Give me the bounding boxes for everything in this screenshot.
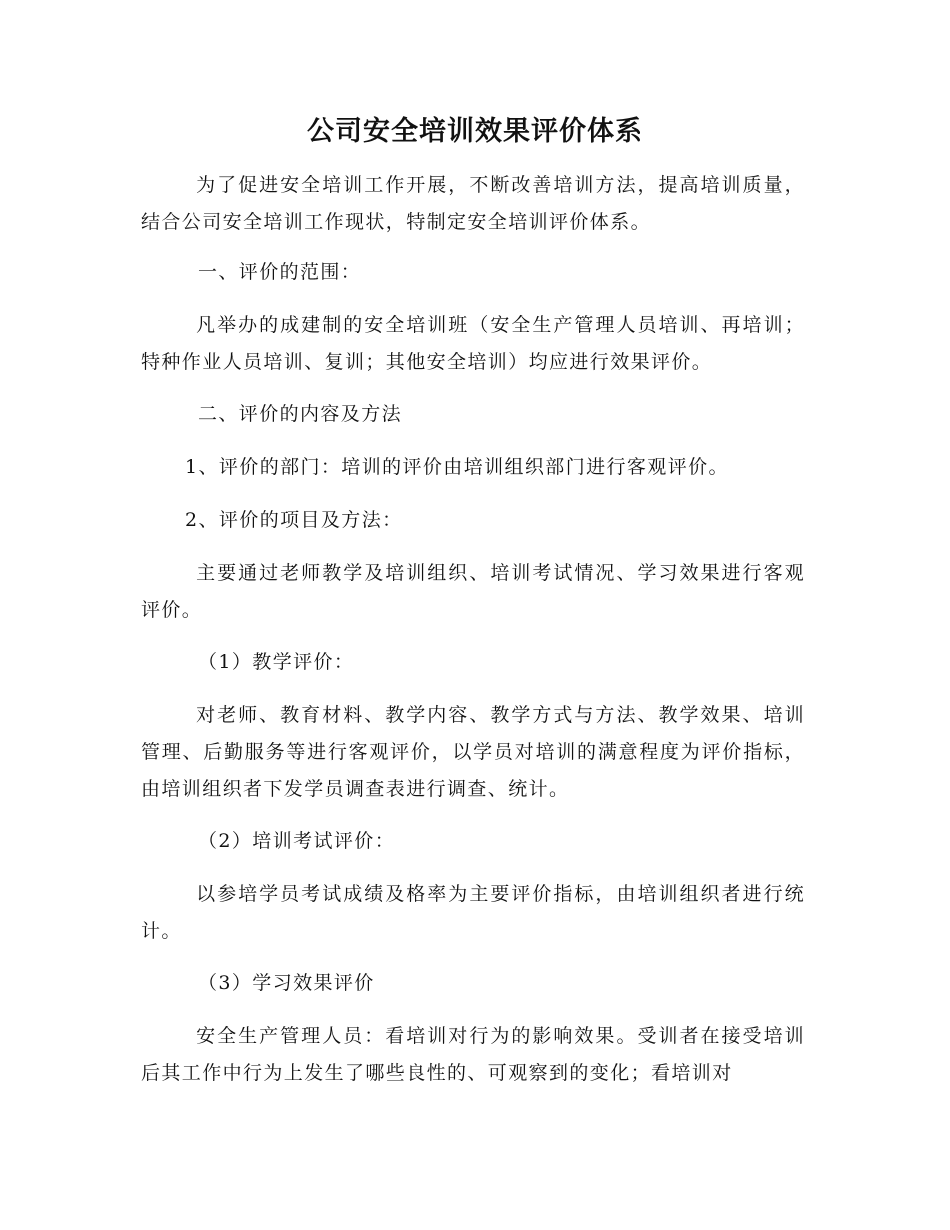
item-evaluation-projects: 2、评价的项目及方法： [185, 509, 403, 531]
learning-effect-paragraph: 安全生产管理人员：看培训对行为的影响效果。受训者在接受培训后其工作中行为上发生了哪些良性的、可观察到的变化；看培训对 [141, 1025, 805, 1084]
subheading-learning-effect: （3）学习效果评价 [198, 972, 375, 994]
subheading-teaching-evaluation: （1）教学评价： [198, 651, 355, 673]
exam-evaluation-paragraph: 以参培学员考试成绩及格率为主要评价指标，由培训组织者进行统计。 [141, 883, 805, 942]
document-title: 公司安全培训效果评价体系 [307, 116, 643, 147]
teaching-evaluation-paragraph: 对老师、教育材料、教学内容、教学方式与方法、教学效果、培训管理、后勤服务等进行客观评价，以学员对培训的满意程度为评价指标，由培训组织者下发学员调查表进行调查、统计。 [141, 704, 805, 800]
subheading-exam-evaluation: （2）培训考试评价： [198, 830, 396, 852]
section-heading-scope: 一、评价的范围： [198, 261, 362, 283]
item-evaluation-department: 1、评价的部门：培训的评价由培训组织部门进行客观评价。 [185, 456, 729, 478]
scope-paragraph: 凡举办的成建制的安全培训班（安全生产管理人员培训、再培训；特种作业人员培训、复训；其他安全培训）均应进行效果评价。 [141, 314, 805, 373]
intro-paragraph: 为了促进安全培训工作开展，不断改善培训方法，提高培训质量，结合公司安全培训工作现状，特制定安全培训评价体系。 [141, 174, 805, 233]
section-heading-content-method: 二、评价的内容及方法 [198, 403, 403, 425]
projects-paragraph: 主要通过老师教学及培训组织、培训考试情况、学习效果进行客观评价。 [141, 562, 805, 621]
